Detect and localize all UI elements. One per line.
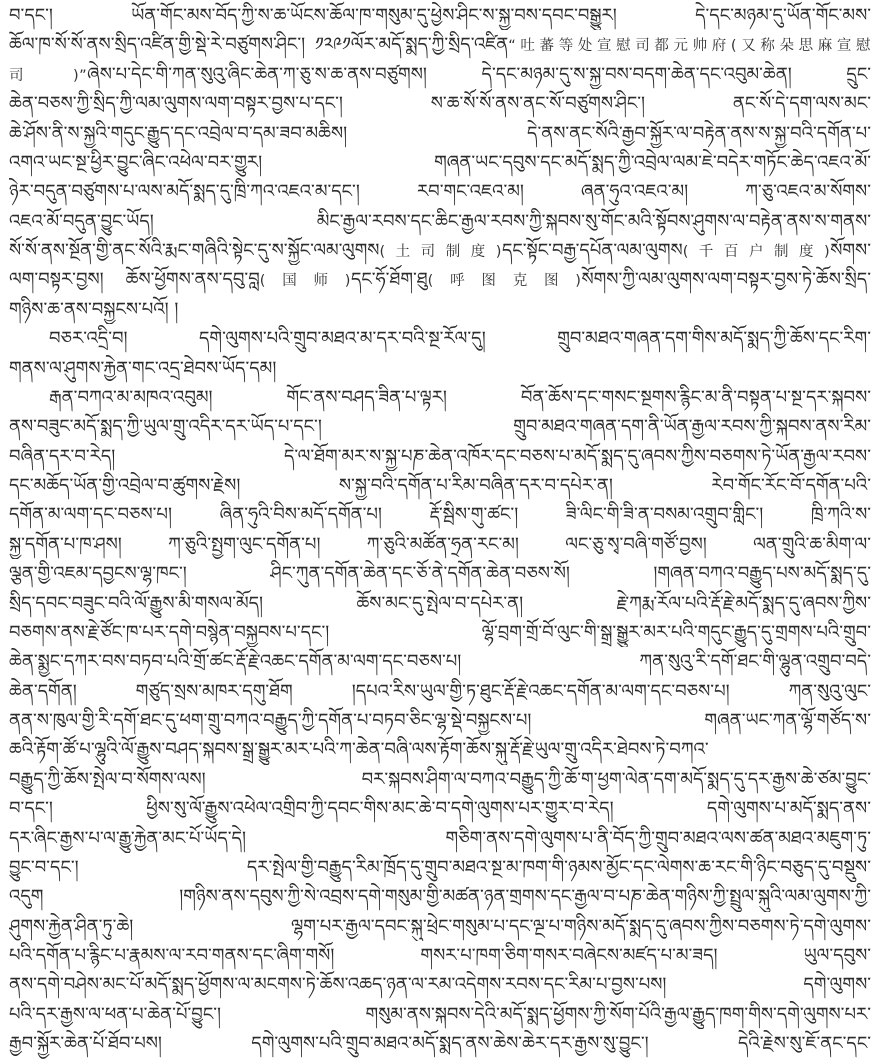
text-line: བ་དང་། ཡོན་གོང་མས་བོད་ཀྱི་ས་ཆ་ཡོངས་ཆོལ་ཁ་གསུམ་དུ་ཕྱེས་ཤིང་ས་སྐྱ་བས་དབང་བསྒྱུར། དེ་དང་མཉམ་དུ་ཡོན་གོང་མས་ [9,5,871,26]
text-line: ལྕན་གྱི་འཇམ་དབྱངས་ལྷ་ཁང་། ཤིང་ཀུན་དགོན་ཆེན་དང་ཅོ་ནེ་དགོན་ཆེན་བཅས་སོ། །གཞན་བཀའ་བརྒྱུད་པས་མདོ་སྨད་དུ་ [9,563,871,585]
text-line: གནས་ལ་ཤུགས་རྐྱེན་གང་འདྲ་ཐེབས་ཡོད་དམ། [9,357,277,379]
text-line: བཅར་འདྲི་བ། དགེ་ལུགས་པའི་གྲུབ་མཐའ་མ་དར་བའི་སྔ་རོལ་དུ། གྲུབ་མཐའ་གཞན་དག་གིས་མདོ་སྨད་ཀྱི་ཆོས་དང་རིག་ [49,328,871,350]
text-line: འགའ་ཡང་སྔ་ཕྱིར་བྱུང་ཞིང་འཕེལ་བར་གྱུར། གཞན་ཡང་དབུས་དང་མདོ་སྨད་ཀྱི་འབྲེལ་ལམ་ཇེ་བདེར་གཏོང་ཆེད་འཇའ་མོ་ [9,151,871,173]
text-line: ཤུགས་རྐྱེན་ཤིན་ཏུ་ཆེ། ལྷག་པར་རྒྱལ་དབང་སྐུ་ཕྲེང་གསུམ་པ་དང་ལྔ་པ་གཉིས་མདོ་སྨད་དུ་ཞབས་ཀྱིས་བཅགས་ཏེ་དགེ་ལུགས་ [9,915,871,937]
text-line: འདུག །གཉིས་ནས་དབུས་ཀྱི་སེ་འབྲས་དགེ་གསུམ་གྱི་མཚན་ཉན་གྲགས་དང་རྒྱལ་བ་པཎ་ཆེན་གཉིས་ཀྱི་སྤྲུལ་སྐུའི་ལམ་ལུགས་ཀྱི་ [9,886,871,908]
text-line: སྐྱ་དགོན་པ་ཁ་ཤས། ཀ་ཅུའི་སྤྱག་ལུང་དགོན་པ། ཀ་ཅུའི་མཚོན་ཧྲན་རང་མ། ལང་ཅུ་སྭ་བཞི་གཙོ་བྱས། ལན་གྲུའི་ཆ་མིག་ལ་ [9,533,871,555]
text-line: རྒན་བཀའ་མ་མཁའ་འབུམ། གོང་ནས་བཤད་ཟིན་པ་ལྟར། བོན་ཆོས་དང་གསང་སྔགས་རྙིང་མ་ནི་བསྟན་པ་སྔ་དར་སྐབས་ [49,386,871,408]
text-line: ཆོལ་ཁ་སོ་སོ་ནས་སྲིད་འཛིན་གྱི་སྡེ་རེ་བཙུགས་ཤིང་། ༡༢༩༡ལོར་མདོ་སྨད་ཀྱི་སྲིད་འཛིན“吐蕃等处宣慰司都元帅府(又称朵思麻宣慰 [9,34,871,56]
text-line: དགོན་མ་ལག་དང་བཅས་པ། ཞིན་ཧུའི་བིས་མདོ་དགོན་པ། རྡོ་སྦིས་གུ་ཚང་། ཟི་ལིང་གི་ཟི་ན་བསམ་འགྲུབ་གླིང་། ཁྲི་ཀའི་ས་ [9,504,871,526]
text-line: ཆའི་རྟོག་ཚོ་པ་ལྷུའི་ལོ་རྒྱུས་བཤད་སྐབས་སྒྲ་སྒྱུར་མར་པའི་ཀ་ཆེན་བཞི་ལས་རྟོག་ཆོས་སྐུ་རྡོ་རྗེ་ཡུལ་གྲུ་འདིར་ཐེབས་ཏེ་བཀའ་ [9,739,709,761]
text-line: གཉིས་ཆ་ནས་བསྐྱངས་པའོ། ། [9,298,179,320]
chinese-gloss: 司)” [9,67,88,84]
text-line: 司)”ཞེས་པ་དེང་གི་ཀན་སུའུ་ཞིང་ཆེན་ཀ་ཅུ་ས་ཆ་ནས་བཙུགས། དེ་དང་མཉམ་དུ་ས་སྐྱ་བས་བདག་ཆེན་དང་འབུམ་ཆེན། དྲུང་ [9,63,871,85]
text-line: ཉེར་བདུན་བཙུགས་པ་ལས་མདོ་སྨད་དུ་ཁྲི་ཀའ་འཇའ་མ་དང་། རབ་གང་འཇའ་མ། ཞན་ཧུའ་འཇའ་མ། ཀ་ཅུ་འཇའ་མ་སོགས་ [9,181,871,203]
chinese-gloss: (国师) [259,273,351,290]
chinese-gloss: “吐蕃等处宣慰司都元帅府(又称朵思麻宣慰 [508,38,871,55]
text-line: རྒྱབ་སྐྱོར་ཆེན་པོ་ཐོབ་པས། དགེ་ལུགས་པའི་གྲུབ་མཐའ་མདོ་སྨད་ནས་ཆེས་ཆེར་དར་རྒྱས་སུ་བྱུང་། དེའི་རྗེས་སུ་ཇོ་ནང་དང་ [9,1033,871,1055]
text-line: བྱུང་བ་དང་། དར་སྤེལ་གྱི་བརྒྱུད་རིམ་ཁྲོད་དུ་གྲུབ་མཐའ་སྔ་མ་ཁག་གི་ཉམས་མྱོང་དང་ལེགས་ཆ་རང་གི་ཉིང་བཅུད་དུ་བསྡུས་ [9,856,871,878]
text-line: བ་དང་། ཕྱིས་སུ་ལོ་རྒྱུས་འཕེལ་འགྲིབ་ཀྱི་དབང་གིས་མང་ཆེ་བ་དགེ་ལུགས་པར་གྱུར་བ་རེད། དགེ་ལུགས་པ་མདོ་སྨད་ནས་ [9,798,871,820]
text-line: སྲིད་དབང་བཟུང་བའི་ལོ་རྒྱུས་མི་གསལ་མོད། ཆོས་མང་དུ་སྤེལ་བ་དཔེར་ན། རྗེ་ཀརྨ་རོལ་པའི་རྡོ་རྗེ་མདོ་སྨད་དུ་ཞབས་ཀྱིས་ [9,592,871,614]
text-line: སོ་སོ་ནས་སྔོན་གྱི་ནང་སོའི་རྨང་གཞིའི་སྟེང་དུ་ས་སྐྱོང་ལམ་ལུགས(土司制度)དང་སྟོང་བརྒྱ་དཔོན་ལམ་ལུགས(千百户制度)སོགས་ [9,240,871,261]
text-line: ཆེན་དགོན། གཙུད་སྲས་མཁར་དགུ་ཐོག །དཔའ་རིས་ཡུལ་གྱི་ཏ་ཐུང་རྡོ་རྗེ་འཆང་དགོན་མ་ལག་དང་བཅས་པ། ཀན་སུའུ་ལུང་ [9,680,871,702]
text-line: ཆེ་ཤོས་ནི་ས་སྐྱའི་གདུང་རྒྱུད་དང་འབྲེལ་བ་དམ་ཟབ་མཆིས། དེ་ནས་ནང་སོའི་རྒྱབ་སྐྱོར་ལ་བརྟེན་ནས་ས་སྐྱ་བའི་དགོན་པ་ [9,122,871,144]
text-line: དར་ཞིང་རྒྱས་པ་ལ་རྒྱུ་རྐྱེན་མང་པོ་ཡོད་དེ། གཅིག་ནས་དགེ་ལུགས་པ་ནི་བོད་ཀྱི་གྲུབ་མཐའ་ལས་ཚན་མཐའ་མཇུག་ཏུ་ [9,827,871,849]
text-line: བརྒྱུད་ཀྱི་ཆོས་སྤེལ་བ་སོགས་ལས། བར་སྐབས་ཤིག་ལ་བཀའ་བརྒྱུད་ཀྱི་ཆོ་ག་ཕྱག་ལེན་དག་མདོ་སྨད་དུ་དར་རྒྱས་ཆེ་ཙམ་བྱུང་ [9,768,871,790]
text-line: འཇའ་མོ་བདུན་བྱུང་ཡོད། མིང་རྒྱལ་རབས་དང་ཆིང་རྒྱལ་རབས་ཀྱི་སྐབས་སུ་གོང་མའི་སྟོབས་ཤུགས་ལ་བརྟེན་ནས་ས་གནས་ [9,210,871,232]
chinese-gloss: (呼图克图) [427,273,582,290]
text-line: དང་མཆོད་ཡོན་གྱི་འབྲེལ་བ་ཚུགས་རྗེས། ས་སྐྱ་བའི་དགོན་པ་རིམ་བཞིན་དར་བ་དཔེར་ན། རེབ་གོང་རོང་བོ་དགོན་པའི་ [9,475,871,496]
chinese-gloss: (土司制度) [379,244,502,260]
text-line: ནན་ས་ཁུལ་གྱི་རི་དགོ་ཐང་དུ་ཕག་གྲུ་བཀའ་བརྒྱུད་ཀྱི་དགོན་པ་བཏབ་ཅིང་ལྷ་སྡེ་བསྐྱངས་པ། གཞན་ཡང་ཀན་ལྷོ་གཙོད་ས་ [9,710,871,731]
body-text [9,1,871,1059]
text-line: བཅགས་ནས་རྗེ་ཙོང་ཁ་པར་དགེ་བསྙེན་བསྐྱབས་པ་དང་། ལྷོ་བྲག་གྲོ་བོ་ལུང་གི་སྒྲ་སྒྱུར་མར་པའི་གདུང་རྒྱུད་དུ་གྲགས་པའི་གྲུབ་ [9,621,871,643]
text-line: ནས་དགེ་བཤེས་མང་པོ་མདོ་སྨད་ཕྱོགས་ལ་མངགས་ཏེ་ཆོས་འཆད་ཉན་ལ་རམ་འདེགས་རབས་དང་རིམ་པ་བྱས་པས། དགེ་ལུགས་ [9,974,871,996]
chinese-gloss: (千百户制度) [682,244,831,260]
text-line: པའི་དར་རྒྱས་ལ་ཕན་པ་ཆེན་པོ་བྱུང་། གསུམ་ནས་སྐབས་དེའི་མདོ་སྨད་ཕྱོགས་ཀྱི་སོག་པོའི་རྒྱལ་རྒྱུད་ཁག་གིས་དགེ་ལུགས་པར་ [9,1003,871,1025]
text-line: པའི་དགོན་པ་རྙིང་པ་རྣམས་ལ་རབ་གནས་དང་ཞིག་གསོ། གསར་པ་ཁག་ཅིག་གསར་བཞེངས་མཛད་པ་མ་ཟད། ཡུལ་དབུས་ [9,945,871,966]
text-line: བཞིན་དར་བ་རེད། དེ་ལ་ཐོག་མར་ས་སྐྱ་པཎ་ཆེན་འཁོར་དང་བཅས་པ་མདོ་སྨད་དུ་ཞབས་ཀྱིས་བཅགས་ཏེ་ཡོན་རྒྱལ་རབས་ [9,445,871,467]
text-line: ལག་བསྟར་བྱས། ཆོས་ཕྱོགས་ནས་དབུ་བླ(国师)དང་ཧོ་ཐོག་ཐུ(呼图克图)སོགས་ཀྱི་ལམ་ལུགས་ལག་བསྟར་བྱས་ཏེ་ཆོས་སྲིད་ [9,269,871,291]
text-line: ནས་བཟུང་མདོ་སྨད་ཀྱི་ཡུལ་གྲུ་འདིར་དར་ཡོད་པ་དང་། གྲུབ་མཐའ་གཞན་དག་ནི་ཡོན་རྒྱལ་རབས་ཀྱི་སྐབས་ནས་རིམ་ [9,416,871,438]
text-line: ཆེན་བཅས་ཀྱི་སྲིད་ཀྱི་ལམ་ལུགས་ལག་བསྟར་བྱས་པ་དང་། ས་ཆ་སོ་སོ་ནས་ནང་སོ་བཙུགས་ཤིང་། ནང་སོ་དེ་དག་ལས་མང་ [9,93,871,115]
text-line: ཆེན་སྨྱང་དཀར་བས་བཏབ་པའི་གྲོ་ཚང་རྡོ་རྗེ་འཆང་དགོན་མ་ལག་དང་བཅས་པ། ཀན་སུའུ་རི་དགོ་ཐང་གི་ལྷུན་འགྲུབ་བདེ་ [9,651,871,673]
